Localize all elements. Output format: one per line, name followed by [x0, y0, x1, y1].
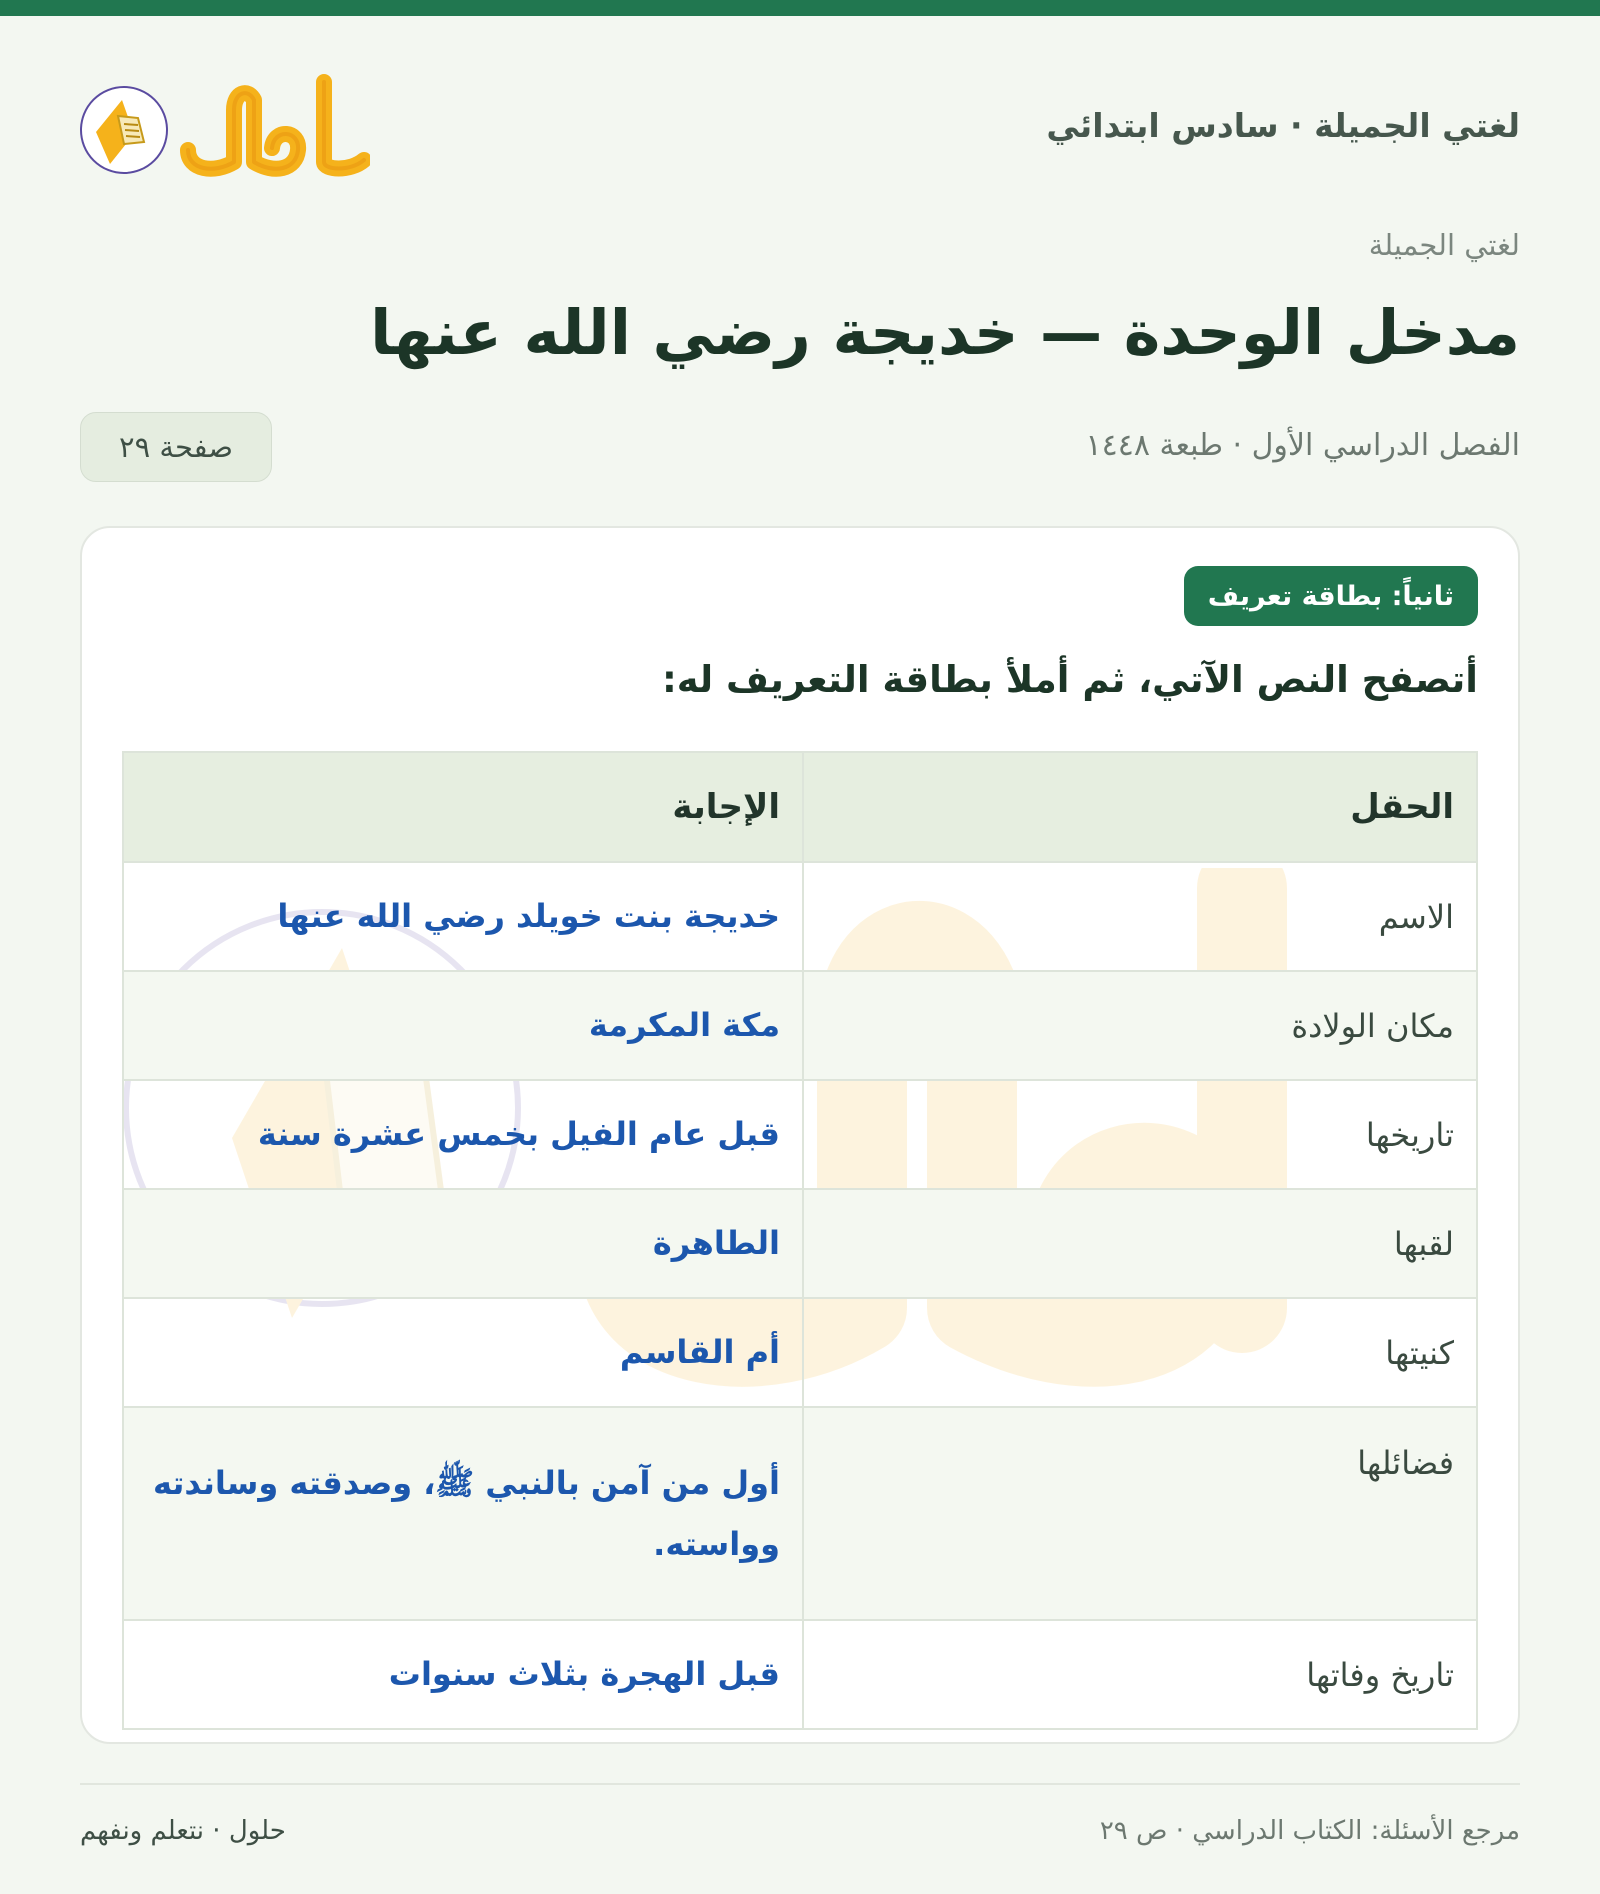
row-field: تاريخها: [803, 1080, 1477, 1189]
row-answer: قبل عام الفيل بخمس عشرة سنة: [123, 1080, 803, 1189]
identity-card: [80, 526, 1520, 1744]
header-title: لغتي الجميلة · سادس ابتدائي: [1046, 106, 1520, 145]
table-row: [123, 1298, 1477, 1407]
column-header-answer: الإجابة: [123, 752, 803, 862]
page-title: مدخل الوحدة — خديجة رضي الله عنها: [370, 296, 1520, 369]
table-row: [123, 971, 1477, 1080]
footer-reference: مرجع الأسئلة: الكتاب الدراسي · ص ٢٩: [1099, 1816, 1520, 1846]
page-number-badge: صفحة ٢٩: [80, 412, 272, 482]
row-field: الاسم: [803, 862, 1477, 971]
row-answer: الطاهرة: [123, 1189, 803, 1298]
row-answer: خديجة بنت خويلد رضي الله عنها: [123, 862, 803, 971]
identity-table: [122, 751, 1478, 1730]
top-accent-bar: [0, 0, 1600, 16]
site-header: [80, 66, 1520, 186]
row-answer: قبل الهجرة بثلاث سنوات: [123, 1620, 803, 1729]
breadcrumb[interactable]: لغتي الجميلة: [1368, 228, 1520, 262]
book-logo-icon: [80, 86, 168, 174]
row-answer: مكة المكرمة: [123, 971, 803, 1080]
row-field: مكان الولادة: [803, 971, 1477, 1080]
table-header-row: [123, 752, 1477, 862]
row-field: فضائلها: [803, 1407, 1477, 1620]
row-answer: أم القاسم: [123, 1298, 803, 1407]
row-field: كنيتها: [803, 1298, 1477, 1407]
logo-wordmark: [174, 66, 370, 186]
table-row: [123, 1080, 1477, 1189]
row-field: لقبها: [803, 1189, 1477, 1298]
instruction-text: أتصفح النص الآتي، ثم أملأ بطاقة التعريف له:: [661, 658, 1478, 701]
edition-meta: الفصل الدراسي الأول · طبعة ١٤٤٨: [1085, 428, 1520, 463]
footer-divider: [80, 1783, 1520, 1785]
footer-brand: حلول · نتعلم ونفهم: [80, 1816, 286, 1846]
row-answer: أول من آمن بالنبي ﷺ، وصدقته وساندته وواسته.: [123, 1407, 803, 1620]
section-label-badge: ثانياً: بطاقة تعريف: [1184, 566, 1478, 626]
table-row: [123, 1407, 1477, 1620]
table-row: [123, 1620, 1477, 1729]
column-header-field: الحقل: [803, 752, 1477, 862]
row-field: تاريخ وفاتها: [803, 1620, 1477, 1729]
table-row: [123, 1189, 1477, 1298]
site-logo[interactable]: [80, 66, 370, 186]
table-row: [123, 862, 1477, 971]
